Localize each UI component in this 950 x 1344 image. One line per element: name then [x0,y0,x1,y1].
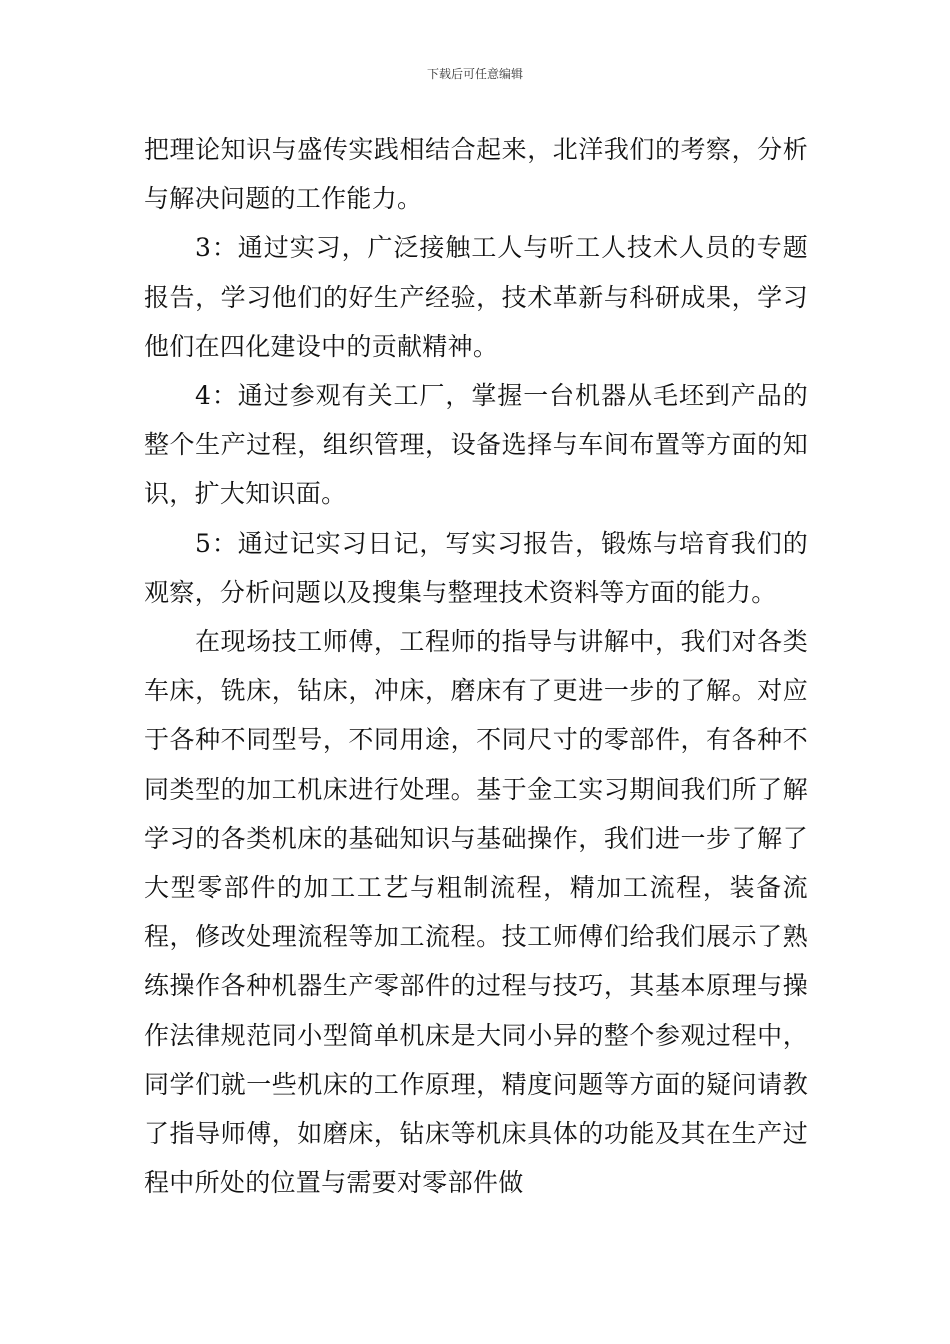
page-header-note: 下载后可任意编辑 [426,67,523,81]
paragraph-item-3: 3：通过实习，广泛接触工人与听工人技术人员的专题报告，学习他们的好生产经验，技术革新与科研成果，学习他们在四化建设中的贡献精神。 [144,233,808,361]
paragraph-continuation: 把理论知识与盛传实践相结合起来，北洋我们的考察，分析与解决问题的工作能力。 [144,135,808,214]
paragraph-item-5: 5：通过记实习日记，写实习报告，锻炼与培育我们的观察，分析问题以及搜集与整理技术资料等方面的能力。 [144,528,808,607]
paragraph-observation: 在现场技工师傅，工程师的指导与讲解中，我们对各类车床，铣床，钻床，冲床，磨床有了更进一步的了解。对应于各种不同型号，不同用途，不同尺寸的零部件，有各种不同类型的加工机床进行处理。基于金工实习期间我们所了解学习的各类机床的基础知识与基础操作，我们进一步了解了大型零部件的加工工艺与粗制流程，精加工流程，装备流程，修改处理流程等加工流程。技工师傅们给我们展示了熟练操作各种机器生产零部件的过程与技巧，其基本原理与操作法律规范同小型简单机床是大同小异的整个参观过程中，同学们就一些机床的工作原理，精度问题等方面的疑问请教了指导师傅，如磨床，钻床等机床具体的功能及其在生产过程中所处的位置与需要对零部件做 [144,627,808,1198]
document-body [144,125,808,1207]
paragraph-item-4: 4：通过参观有关工厂，掌握一台机器从毛坯到产品的整个生产过程，组织管理，设备选择与车间布置等方面的知识，扩大知识面。 [144,381,808,509]
